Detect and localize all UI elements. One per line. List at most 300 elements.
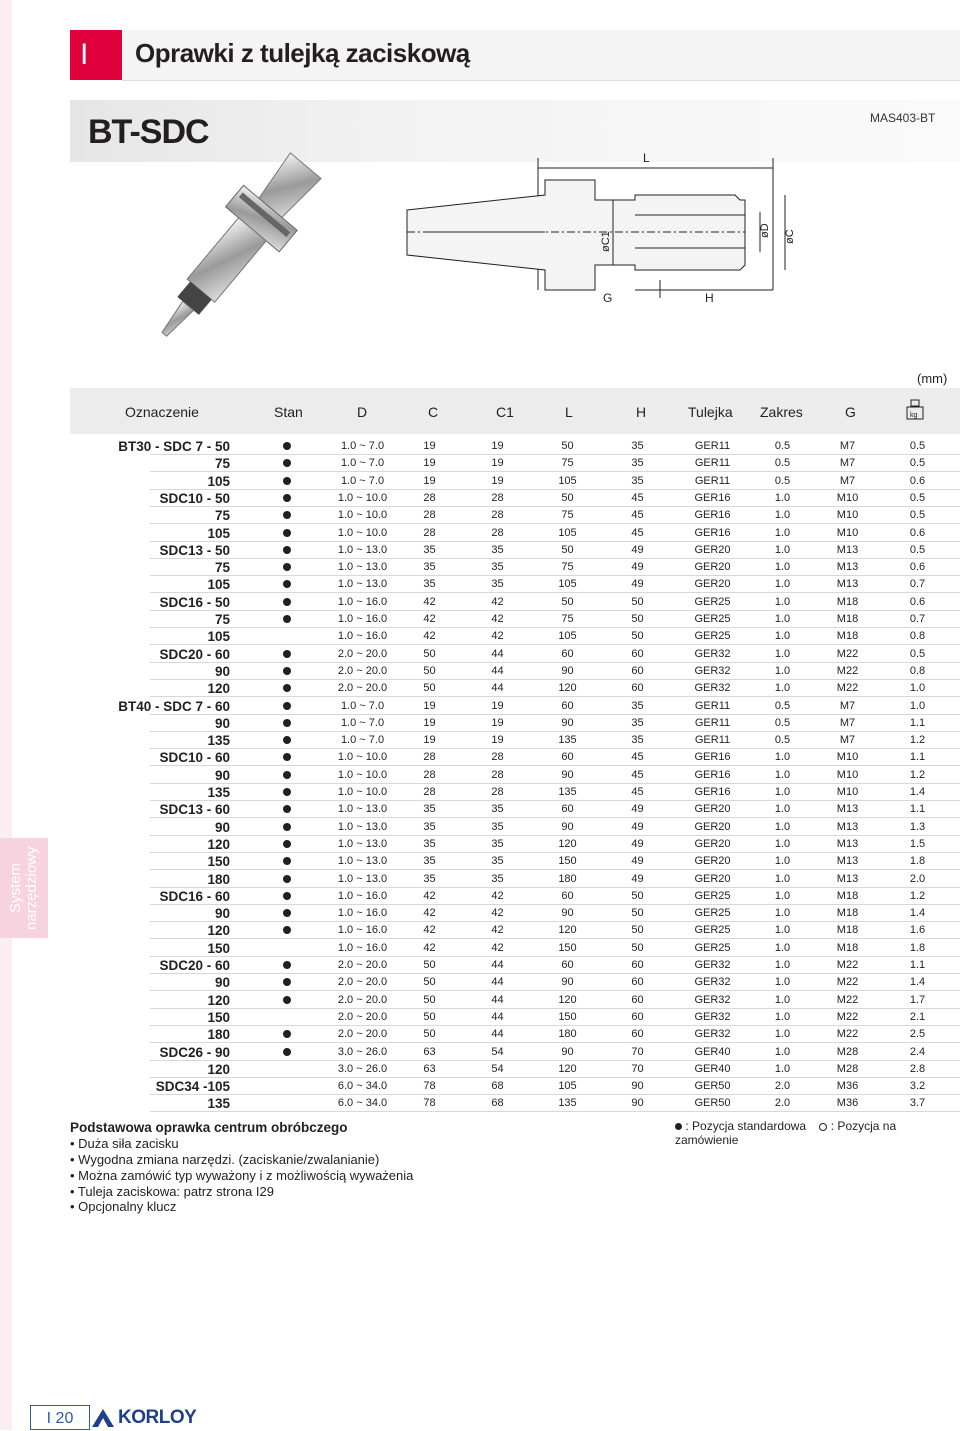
cell-c: 35 — [423, 872, 436, 885]
designation-cell: SDC34 -105 — [155, 1079, 230, 1095]
table-row — [70, 490, 960, 507]
cell-c1: 42 — [491, 889, 504, 902]
col-header-h: H — [636, 404, 647, 420]
cell-l: 180 — [558, 1028, 577, 1041]
cell-g: M7 — [839, 457, 856, 470]
cell-kg: 0.6 — [909, 561, 926, 574]
table-row — [70, 473, 960, 490]
note-item: • Można zamówić typ wyważony i z możliwością wyważenia — [70, 1168, 414, 1183]
chapter-title: Oprawki z tulejką zaciskową — [135, 38, 470, 68]
designation-cell: 75 — [214, 560, 230, 576]
cell-l: 50 — [561, 491, 574, 504]
table-row — [70, 663, 960, 680]
table-row — [70, 992, 960, 1009]
cell-z: 1.0 — [774, 664, 791, 677]
stan-cell — [278, 490, 296, 507]
table-row — [70, 1061, 960, 1078]
cell-h: 60 — [631, 1010, 644, 1023]
table-row — [70, 732, 960, 749]
designation-cell: SDC13 - 50 — [159, 542, 230, 558]
dim-D: øD — [759, 223, 771, 238]
designation-cell: SDC20 - 60 — [159, 958, 230, 973]
cell-l: 90 — [561, 1045, 574, 1058]
stan-cell — [278, 974, 296, 991]
cell-d: 1.0 ~ 10.0 — [337, 509, 388, 522]
stan-cell — [278, 853, 296, 870]
cell-t: GER50 — [694, 1080, 731, 1093]
cell-h: 35 — [631, 716, 644, 729]
cell-c: 63 — [423, 1062, 436, 1075]
cell-h: 35 — [631, 474, 644, 487]
cell-c: 50 — [423, 647, 436, 660]
table-row — [70, 1026, 960, 1043]
cell-l: 60 — [561, 959, 574, 971]
designation-cell: 90 — [214, 663, 230, 679]
cell-l: 90 — [561, 768, 574, 781]
cell-h: 60 — [631, 664, 644, 677]
cell-kg: 2.4 — [909, 1045, 926, 1058]
cell-kg: 2.0 — [909, 872, 926, 885]
standard-dot-icon — [283, 719, 291, 727]
designation-cell: 135 — [207, 1096, 230, 1112]
stan-cell — [278, 992, 296, 1009]
cell-d: 1.0 ~ 16.0 — [337, 613, 388, 625]
cell-kg: 1.5 — [909, 837, 926, 850]
stan-cell — [278, 680, 296, 697]
cell-l: 75 — [561, 509, 574, 522]
designation-cell: BT30 - SDC 7 - 50 — [118, 439, 230, 454]
cell-l: 105 — [558, 1080, 577, 1093]
cell-d: 1.0 ~ 13.0 — [337, 855, 388, 868]
designation-cell: 75 — [214, 508, 230, 524]
cell-z: 1.0 — [774, 976, 791, 989]
cell-c: 19 — [423, 734, 436, 747]
cell-l: 180 — [558, 872, 577, 885]
cell-l: 105 — [558, 526, 577, 539]
designation-cell: 75 — [214, 612, 230, 627]
cell-kg: 1.4 — [909, 786, 926, 798]
standard-dot-icon — [283, 892, 291, 900]
standard-dot-icon — [283, 788, 291, 796]
cell-d: 2.0 ~ 20.0 — [337, 993, 388, 1006]
cell-c1: 19 — [491, 457, 504, 470]
korloy-logo — [92, 1405, 196, 1430]
dim-C: øC — [784, 229, 796, 244]
cell-c: 19 — [423, 699, 436, 712]
cell-t: GER25 — [694, 924, 731, 937]
cell-h: 60 — [631, 682, 644, 695]
col-header-zakres: Zakres — [760, 404, 803, 420]
cell-c: 28 — [423, 526, 436, 539]
cell-kg: 0.8 — [909, 664, 926, 677]
cell-d: 2.0 ~ 20.0 — [337, 647, 388, 660]
cell-kg: 1.1 — [909, 716, 926, 729]
stan-cell — [278, 1095, 296, 1112]
cell-c1: 35 — [491, 820, 504, 833]
cell-h: 45 — [631, 526, 644, 539]
designation-cell: 90 — [214, 975, 230, 991]
cell-kg: 1.8 — [909, 941, 926, 954]
table-header — [70, 388, 960, 434]
cell-z: 1.0 — [774, 491, 791, 504]
cell-l: 135 — [558, 734, 577, 747]
chapter-letter: I — [70, 30, 122, 80]
cell-c1: 28 — [491, 491, 504, 504]
cell-g: M28 — [836, 1045, 859, 1058]
cell-kg: 1.0 — [909, 682, 926, 695]
cell-d: 1.0 ~ 10.0 — [337, 526, 388, 539]
designation-cell: 120 — [207, 836, 230, 852]
cell-g: M13 — [836, 820, 859, 833]
cell-c1: 35 — [491, 543, 504, 556]
cell-z: 1.0 — [774, 1062, 791, 1075]
col-header-g: G — [845, 404, 856, 420]
cell-c: 63 — [423, 1045, 436, 1058]
cell-h: 45 — [631, 509, 644, 522]
cell-t: GER32 — [694, 664, 731, 677]
cell-c: 42 — [423, 630, 436, 643]
cell-g: M10 — [836, 786, 859, 798]
cell-g: M10 — [836, 768, 859, 781]
standard-dot-icon — [283, 598, 291, 606]
cell-d: 1.0 ~ 13.0 — [337, 820, 388, 833]
cell-l: 150 — [558, 1010, 577, 1023]
cell-z: 1.0 — [774, 595, 791, 608]
cell-d: 1.0 ~ 7.0 — [340, 734, 385, 747]
cell-c: 50 — [423, 993, 436, 1006]
col-header-tulejka: Tulejka — [688, 404, 733, 420]
cell-l: 90 — [561, 716, 574, 729]
table-row — [70, 940, 960, 957]
cell-g: M18 — [836, 613, 859, 625]
cell-h: 90 — [631, 1080, 644, 1093]
cell-h: 35 — [631, 734, 644, 747]
standard-dot-icon — [283, 667, 291, 675]
cell-c: 28 — [423, 786, 436, 798]
cell-g: M13 — [836, 803, 859, 816]
cell-c: 50 — [423, 682, 436, 695]
stan-cell — [278, 1009, 296, 1026]
cell-d: 1.0 ~ 16.0 — [337, 941, 388, 954]
standard-dot-icon — [283, 650, 291, 658]
cell-c: 78 — [423, 1080, 436, 1093]
col-header-stan: Stan — [274, 404, 303, 420]
cell-c: 35 — [423, 543, 436, 556]
cell-z: 1.0 — [774, 1028, 791, 1041]
legend-order: : Pozycja na zamówienie — [675, 1119, 897, 1147]
cell-l: 90 — [561, 976, 574, 989]
cell-c: 35 — [423, 820, 436, 833]
col-header-c1: C1 — [496, 404, 514, 420]
cell-h: 45 — [631, 491, 644, 504]
cell-z: 1.0 — [774, 820, 791, 833]
cell-g: M10 — [836, 491, 859, 504]
stan-cell — [278, 576, 296, 593]
cell-g: M18 — [836, 630, 859, 643]
cell-g: M22 — [836, 993, 859, 1006]
table-row — [70, 922, 960, 939]
designation-cell: SDC13 - 60 — [159, 802, 230, 818]
cell-c: 50 — [423, 1010, 436, 1023]
standard-label: MAS403-BT — [870, 111, 936, 125]
table-row — [70, 698, 960, 715]
cell-g: M22 — [836, 664, 859, 677]
designation-cell: 150 — [207, 854, 230, 870]
cell-z: 1.0 — [774, 907, 791, 920]
section-side-tab[interactable] — [0, 838, 48, 938]
cell-kg: 2.5 — [909, 1028, 926, 1041]
cell-h: 50 — [631, 613, 644, 625]
page-number: I 20 — [30, 1405, 90, 1430]
stan-cell — [278, 1061, 296, 1078]
cell-t: GER20 — [694, 820, 731, 833]
designation-cell: SDC16 - 60 — [159, 888, 230, 904]
table-row — [70, 888, 960, 905]
cell-d: 2.0 ~ 20.0 — [337, 959, 388, 971]
cell-c1: 54 — [491, 1062, 504, 1075]
cell-kg: 0.6 — [909, 474, 926, 487]
stan-cell — [278, 455, 296, 472]
cell-g: M13 — [836, 872, 859, 885]
cell-z: 1.0 — [774, 837, 791, 850]
table-row — [70, 801, 960, 818]
weight-icon — [905, 398, 925, 420]
cell-h: 49 — [631, 820, 644, 833]
cell-l: 120 — [558, 993, 577, 1006]
cell-d: 1.0 ~ 16.0 — [337, 907, 388, 920]
cell-z: 1.0 — [774, 941, 791, 954]
cell-c: 50 — [423, 664, 436, 677]
designation-cell: 120 — [207, 923, 230, 939]
stan-cell — [278, 473, 296, 490]
cell-d: 3.0 ~ 26.0 — [337, 1045, 388, 1058]
designation-cell: SDC20 - 60 — [159, 646, 230, 662]
cell-h: 45 — [631, 751, 644, 764]
cell-h: 50 — [631, 595, 644, 608]
col-header-c: C — [428, 404, 439, 420]
cell-d: 1.0 ~ 13.0 — [337, 872, 388, 885]
cell-h: 35 — [631, 699, 644, 712]
cell-c1: 42 — [491, 924, 504, 937]
designation-cell: 75 — [214, 456, 230, 472]
cell-g: M18 — [836, 924, 859, 937]
technical-drawing — [395, 140, 815, 315]
stan-cell — [278, 646, 296, 663]
designation-cell: BT40 - SDC 7 - 60 — [118, 698, 230, 714]
cell-kg: 1.1 — [909, 751, 926, 764]
cell-c1: 19 — [491, 440, 504, 452]
standard-dot-icon — [283, 546, 291, 554]
stan-cell — [278, 594, 296, 611]
designation-cell: 105 — [207, 473, 230, 489]
cell-kg: 0.7 — [909, 578, 926, 591]
dim-L: L — [643, 151, 650, 165]
cell-l: 75 — [561, 457, 574, 470]
note-item: • Tuleja zaciskowa: patrz strona I29 — [70, 1184, 274, 1199]
cell-kg: 0.5 — [909, 440, 926, 452]
designation-cell: 105 — [207, 525, 230, 541]
cell-g: M7 — [839, 699, 856, 712]
cell-t: GER11 — [694, 474, 731, 487]
cell-h: 45 — [631, 786, 644, 798]
col-header-l: L — [565, 404, 573, 420]
cell-kg: 1.1 — [909, 959, 926, 971]
cell-kg: 1.4 — [909, 976, 926, 989]
cell-t: GER11 — [694, 440, 731, 452]
cell-t: GER25 — [694, 630, 731, 643]
cell-kg: 3.2 — [909, 1080, 926, 1093]
stan-cell — [278, 1078, 296, 1095]
cell-z: 1.0 — [774, 578, 791, 591]
cell-g: M36 — [836, 1080, 859, 1093]
standard-dot-icon — [283, 702, 291, 710]
cell-h: 60 — [631, 993, 644, 1006]
designation-cell: 90 — [214, 767, 230, 783]
cell-h: 49 — [631, 855, 644, 868]
cell-d: 2.0 ~ 20.0 — [337, 664, 388, 677]
cell-t: GER20 — [694, 578, 731, 591]
stan-cell — [278, 698, 296, 715]
table-row — [70, 1044, 960, 1061]
standard-dot-icon — [283, 753, 291, 761]
cell-g: M13 — [836, 855, 859, 868]
table-row — [70, 576, 960, 593]
cell-d: 1.0 ~ 13.0 — [337, 837, 388, 850]
standard-dot-icon — [283, 805, 291, 813]
legend — [675, 1119, 960, 1147]
cell-z: 1.0 — [774, 872, 791, 885]
table-row — [70, 611, 960, 628]
cell-kg: 1.2 — [909, 734, 926, 747]
cell-c1: 44 — [491, 682, 504, 695]
order-circle-icon — [819, 1123, 827, 1131]
cell-g: M28 — [836, 1062, 859, 1075]
cell-l: 90 — [561, 907, 574, 920]
cell-h: 49 — [631, 837, 644, 850]
cell-c1: 19 — [491, 716, 504, 729]
cell-z: 1.0 — [774, 543, 791, 556]
cell-c1: 68 — [491, 1080, 504, 1093]
table-row — [70, 559, 960, 576]
cell-g: M22 — [836, 1010, 859, 1023]
cell-c1: 19 — [491, 699, 504, 712]
cell-g: M22 — [836, 1028, 859, 1041]
stan-cell — [278, 628, 296, 645]
stan-cell — [278, 905, 296, 922]
designation-cell: SDC10 - 60 — [159, 750, 230, 766]
designation-cell: 150 — [207, 1009, 230, 1025]
cell-g: M22 — [836, 976, 859, 989]
standard-dot-icon — [283, 580, 291, 588]
designation-cell: SDC16 - 50 — [159, 594, 230, 610]
cell-kg: 1.4 — [909, 907, 926, 920]
cell-z: 0.5 — [774, 474, 791, 487]
cell-g: M18 — [836, 889, 859, 902]
cell-c: 35 — [423, 837, 436, 850]
cell-d: 1.0 ~ 7.0 — [340, 699, 385, 712]
standard-dot-icon — [283, 563, 291, 571]
cell-t: GER32 — [694, 959, 731, 971]
standard-dot-icon — [283, 771, 291, 779]
designation-cell: 180 — [207, 1027, 230, 1043]
cell-d: 1.0 ~ 7.0 — [340, 457, 385, 470]
designation-cell: 120 — [207, 1061, 230, 1077]
cell-c: 50 — [423, 959, 436, 971]
cell-c: 35 — [423, 855, 436, 868]
cell-d: 1.0 ~ 7.0 — [340, 474, 385, 487]
designation-cell: 105 — [207, 577, 230, 593]
cell-d: 2.0 ~ 20.0 — [337, 976, 388, 989]
designation-cell: 135 — [207, 733, 230, 749]
cell-l: 150 — [558, 855, 577, 868]
cell-l: 105 — [558, 578, 577, 591]
cell-kg: 1.7 — [909, 993, 926, 1006]
cell-z: 0.5 — [774, 734, 791, 747]
cell-c1: 35 — [491, 561, 504, 574]
stan-cell — [278, 940, 296, 957]
standard-dot-icon — [283, 511, 291, 519]
stan-cell — [278, 957, 296, 974]
cell-kg: 1.0 — [909, 699, 926, 712]
standard-dot-icon — [283, 961, 291, 969]
cell-c: 19 — [423, 716, 436, 729]
table-row — [70, 1078, 960, 1095]
cell-g: M10 — [836, 751, 859, 764]
cell-c: 42 — [423, 924, 436, 937]
cell-t: GER11 — [694, 457, 731, 470]
cell-c1: 44 — [491, 1010, 504, 1023]
standard-dot-icon — [283, 736, 291, 744]
table-row — [70, 905, 960, 922]
stan-cell — [278, 922, 296, 939]
cell-t: GER20 — [694, 855, 731, 868]
standard-dot-icon — [283, 926, 291, 934]
table-row — [70, 715, 960, 732]
cell-g: M10 — [836, 509, 859, 522]
korloy-logo-icon — [92, 1409, 114, 1427]
note-item: • Duża siła zacisku — [70, 1136, 179, 1151]
cell-t: GER32 — [694, 682, 731, 695]
cell-d: 2.0 ~ 20.0 — [337, 682, 388, 695]
cell-h: 49 — [631, 578, 644, 591]
cell-t: GER32 — [694, 647, 731, 660]
cell-c1: 44 — [491, 647, 504, 660]
cell-g: M7 — [839, 474, 856, 487]
cell-c1: 44 — [491, 959, 504, 971]
cell-g: M13 — [836, 837, 859, 850]
cell-z: 1.0 — [774, 647, 791, 660]
cell-c1: 35 — [491, 578, 504, 591]
cell-c1: 35 — [491, 855, 504, 868]
product-title: BT-SDC — [88, 113, 209, 151]
cell-t: GER16 — [694, 768, 731, 781]
stan-cell — [278, 438, 296, 455]
cell-c: 42 — [423, 941, 436, 954]
standard-dot-icon — [283, 529, 291, 537]
cell-kg: 1.8 — [909, 855, 926, 868]
cell-h: 49 — [631, 561, 644, 574]
standard-dot-icon — [283, 442, 291, 450]
cell-t: GER40 — [694, 1045, 731, 1058]
table-row — [70, 784, 960, 801]
cell-t: GER32 — [694, 976, 731, 989]
designation-cell: 90 — [214, 819, 230, 835]
cell-z: 1.0 — [774, 509, 791, 522]
cell-h: 70 — [631, 1045, 644, 1058]
cell-t: GER32 — [694, 1010, 731, 1023]
cell-kg: 0.8 — [909, 630, 926, 643]
unit-label: (mm) — [917, 371, 948, 386]
